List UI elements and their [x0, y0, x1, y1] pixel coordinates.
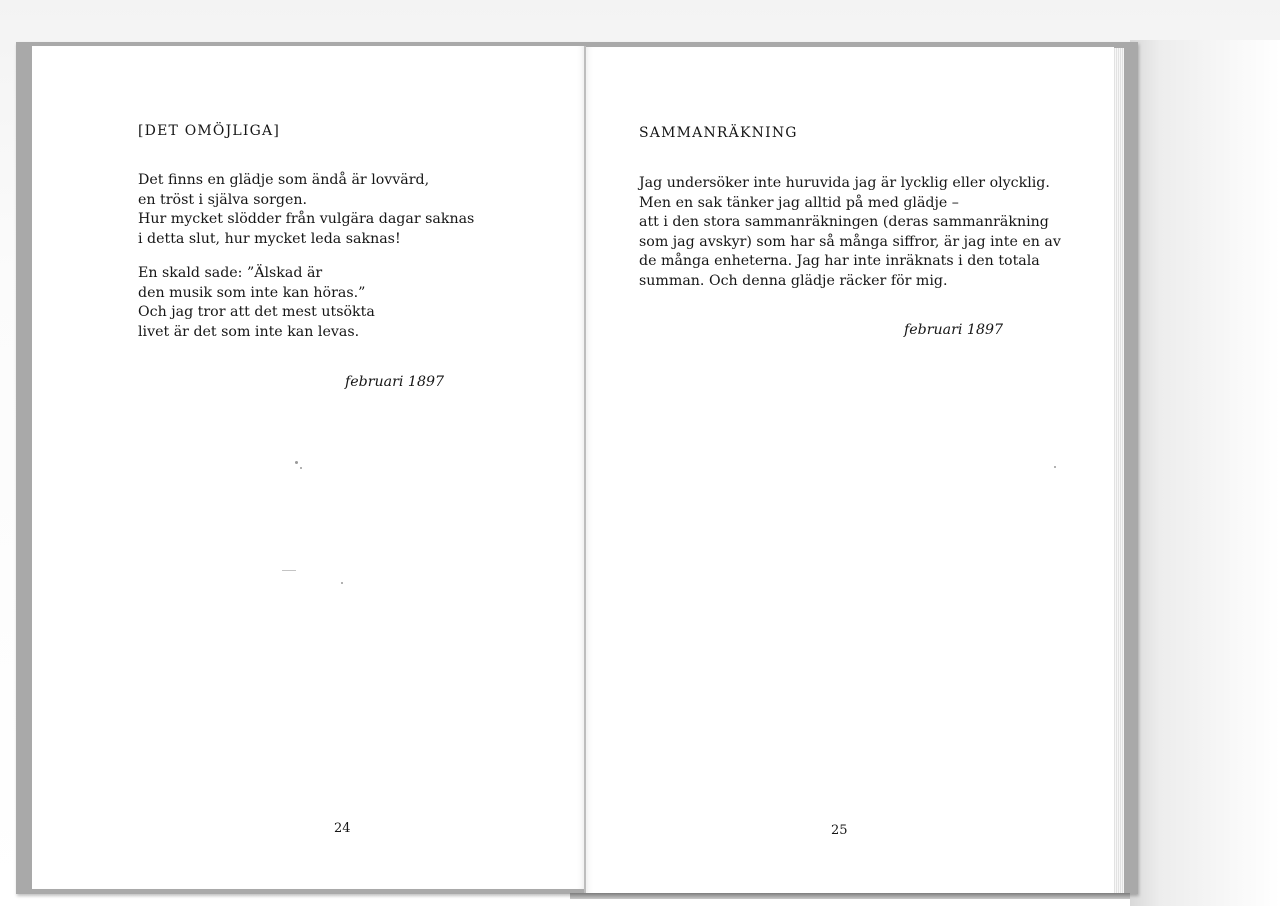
right-poem-title: SAMMANRÄKNING	[639, 125, 798, 141]
poem-line: den musik som inte kan höras.”	[138, 284, 366, 301]
poem-line: Det finns en glädje som ändå är lovvärd,	[138, 172, 430, 188]
poem-line: livet är det som inte kan levas.	[138, 323, 360, 340]
prose-line: att i den stora sammanräkningen (deras sammanräkning	[639, 214, 1049, 231]
scan-speck	[341, 582, 343, 584]
prose-line: Jag undersöker inte huruvida jag är lycklig eller olycklig.	[639, 175, 1050, 191]
poem-line: en tröst i själva sorgen.	[138, 191, 307, 208]
scan-speck	[1054, 466, 1056, 468]
scan-speck	[282, 570, 296, 571]
book-gutter	[584, 46, 586, 896]
page-fore-edge	[1114, 48, 1124, 894]
poem-line: i detta slut, hur mycket leda saknas!	[138, 230, 401, 247]
left-stanza-2	[138, 264, 375, 342]
left-stanza-1	[138, 171, 474, 249]
left-poem-date: februari 1897	[345, 374, 445, 390]
prose-line: Men en sak tänker jag alltid på med glädje –	[639, 194, 959, 211]
scan-speck	[295, 461, 298, 464]
prose-line: summan. Och denna glädje räcker för mig.	[639, 272, 948, 289]
prose-line: de många enheterna. Jag har inte inräknats i den totala	[639, 253, 1040, 270]
poem-line: En skald sade: ”Älskad är	[138, 265, 323, 281]
right-prose-block	[639, 174, 1061, 292]
book-bottom-edge	[570, 893, 1130, 899]
scan-speck	[300, 467, 302, 469]
scanner-shadow	[1130, 40, 1280, 906]
right-poem-date: februari 1897	[904, 322, 1004, 338]
poem-line: Och jag tror att det mest utsökta	[138, 304, 375, 321]
left-poem-title: [DET OMÖJLIGA]	[138, 123, 280, 139]
right-page-number: 25	[831, 823, 848, 838]
left-page-number: 24	[334, 821, 351, 836]
poem-line: Hur mycket slödder från vulgära dagar saknas	[138, 211, 475, 228]
prose-line: som jag avskyr) som har så många siffror, är jag inte en av	[639, 233, 1061, 250]
